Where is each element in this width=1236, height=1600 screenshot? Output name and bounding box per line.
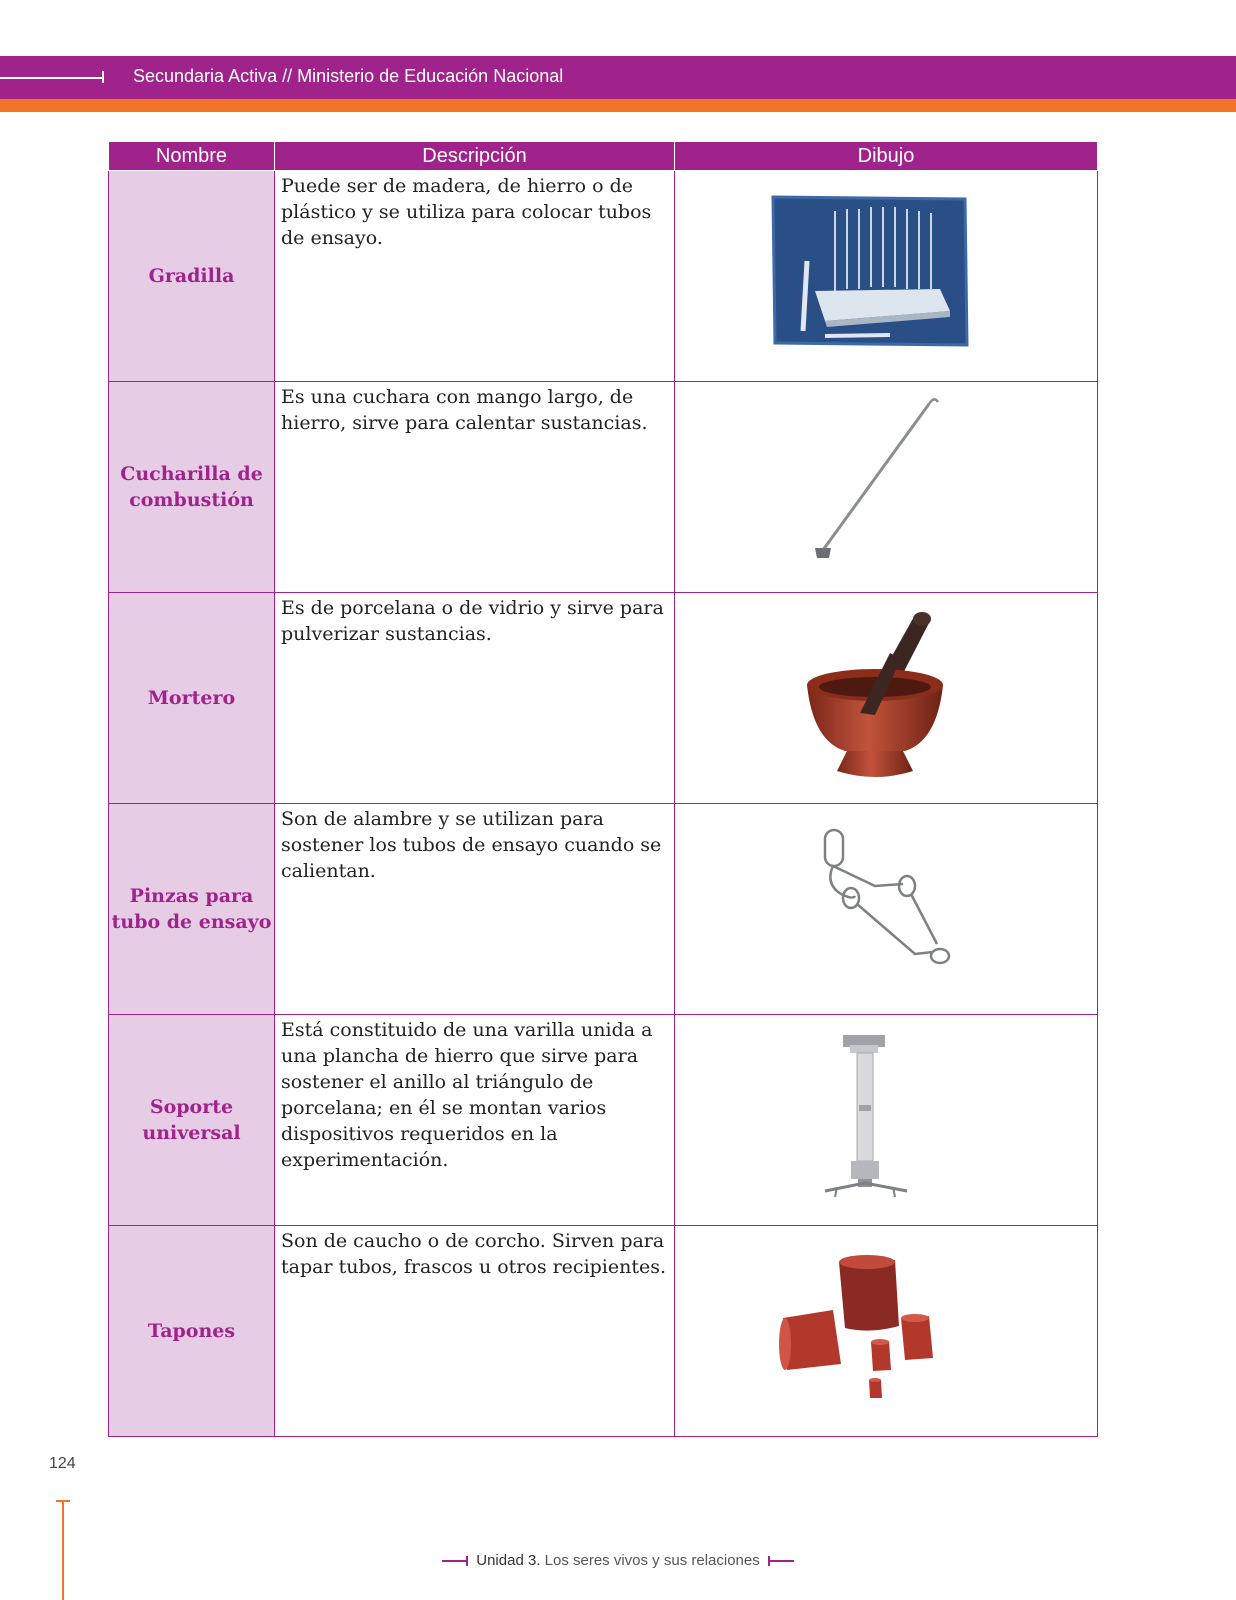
row-description: Puede ser de madera, de hierro o de plástico y se utiliza para colocar tubos de ensayo. — [275, 171, 675, 382]
table-row — [109, 1226, 1098, 1437]
column-header-nombre: Nombre — [109, 142, 275, 171]
row-name: Pinzas para tubo de ensayo — [109, 804, 275, 1015]
column-header-dibujo: Dibujo — [675, 142, 1098, 171]
row-picture — [675, 382, 1098, 593]
column-header-descripcion: Descripción — [275, 142, 675, 171]
row-name: Tapones — [109, 1226, 275, 1437]
row-description: Son de caucho o de corcho. Sirven para tapar tubos, frascos u otros recipientes. — [275, 1226, 675, 1437]
table-row — [109, 171, 1098, 382]
header-line — [0, 77, 104, 79]
row-picture — [675, 1015, 1098, 1226]
footer-title: Los seres vivos y sus relaciones — [544, 1552, 760, 1569]
row-picture — [675, 171, 1098, 382]
footer — [0, 1552, 1236, 1569]
row-name: Mortero — [109, 593, 275, 804]
universal-stand-icon — [675, 1015, 1098, 1223]
footer-dash-left — [442, 1560, 468, 1562]
test-tube-tongs-icon — [675, 804, 1098, 1012]
table-row — [109, 382, 1098, 593]
row-name: Soporte universal — [109, 1015, 275, 1226]
page-number: 124 — [49, 1455, 76, 1472]
row-description: Está constituido de una varilla unida a una plancha de hierro que sirve para sostener el anillo al triángulo de porcelana; en él se montan varios dispositivos requeridos en la experimentación. — [275, 1015, 675, 1226]
materials-table — [108, 141, 1098, 1437]
stoppers-icon — [675, 1226, 1098, 1434]
row-name: Gradilla — [109, 171, 275, 382]
mortar-and-pestle-icon — [675, 593, 1098, 801]
table-row — [109, 1015, 1098, 1226]
table-header-row — [109, 142, 1098, 171]
row-name: Cucharilla de combustión — [109, 382, 275, 593]
table-row — [109, 804, 1098, 1015]
header-orange-stripe — [0, 99, 1236, 112]
footer-dash-right — [768, 1560, 794, 1562]
row-description: Es de porcelana o de vidrio y sirve para pulverizar sustancias. — [275, 593, 675, 804]
row-picture — [675, 1226, 1098, 1437]
row-description: Son de alambre y se utilizan para sostener los tubos de ensayo cuando se calientan. — [275, 804, 675, 1015]
row-description: Es una cuchara con mango largo, de hierro, sirve para calentar sustancias. — [275, 382, 675, 593]
header-title: Secundaria Activa // Ministerio de Educación Nacional — [133, 66, 564, 86]
combustion-spoon-icon — [675, 382, 1098, 590]
page-marker-line — [62, 1500, 64, 1600]
test-tube-rack-icon — [675, 171, 1098, 379]
row-picture — [675, 593, 1098, 804]
row-picture — [675, 804, 1098, 1015]
header-tick — [102, 71, 104, 83]
table-row — [109, 593, 1098, 804]
footer-unit: Unidad 3. — [476, 1552, 541, 1569]
